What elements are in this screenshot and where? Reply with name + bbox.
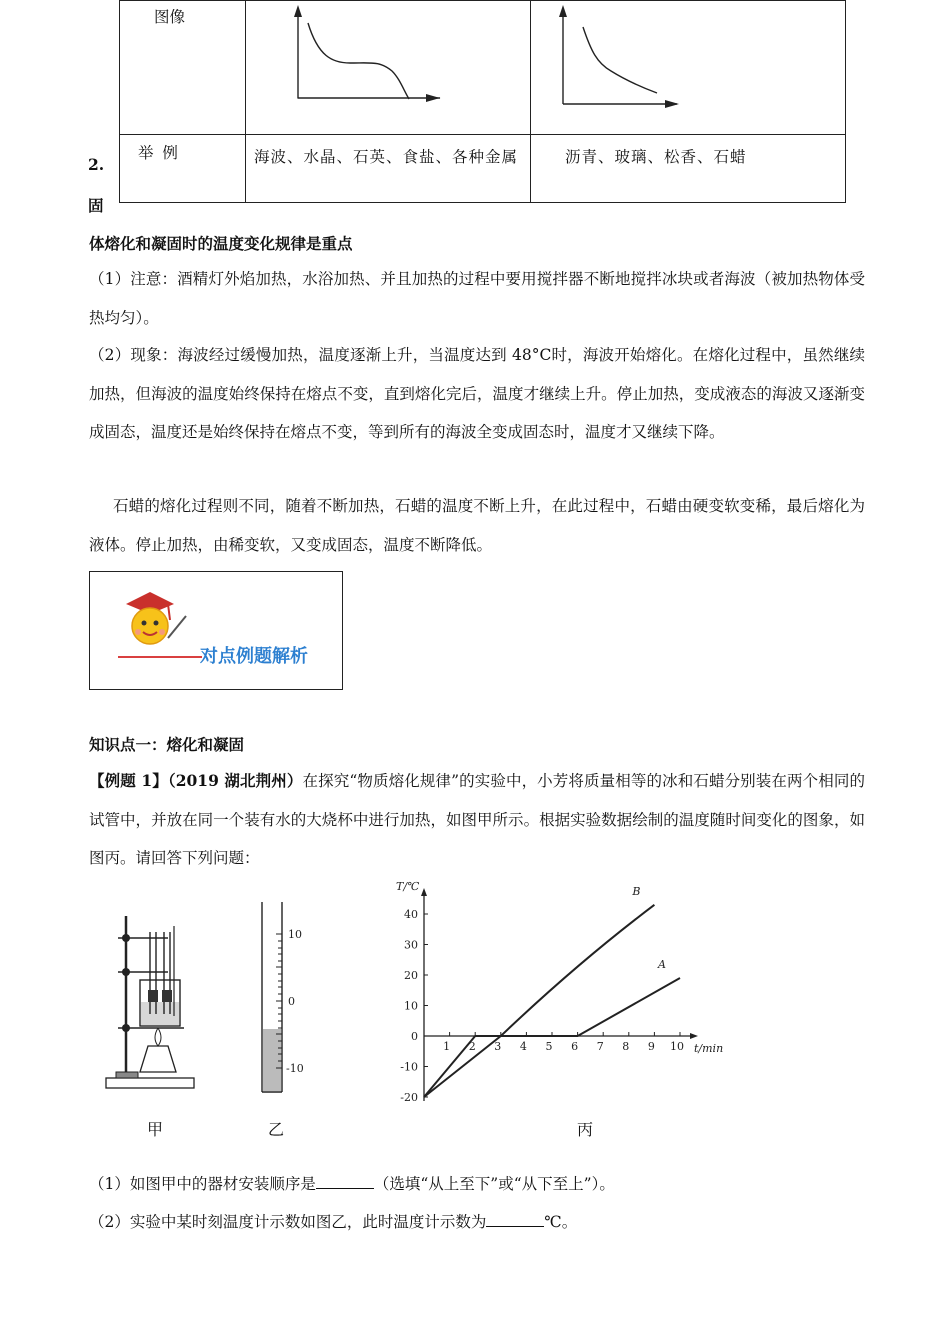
- row-example-label: 举 例: [138, 144, 180, 162]
- series-line-B: [424, 905, 654, 1097]
- thermo-tick-label: -10: [286, 1062, 304, 1075]
- x-tick-label: 8: [622, 1040, 630, 1053]
- table-cell-label: [120, 135, 246, 203]
- amorphous-examples: 沥青、玻璃、松香、石蜡: [565, 148, 747, 166]
- comparison-table: [119, 0, 846, 203]
- temperature-time-chart: [390, 880, 730, 1116]
- x-tick-label: 5: [545, 1040, 553, 1053]
- x-tick-label: 4: [519, 1040, 527, 1053]
- question-1-text: （1）如图甲中的器材安装顺序是: [89, 1175, 316, 1193]
- paragraph-phenomenon: （2）现象：海波经过缓慢加热，温度逐渐上升，当温度达到 48°C时，海波开始熔化。在熔化过程中，虽然继续加热，但海波的温度始终保持在熔点不变，直到熔化完后，温度才继续上升。停止加热，变成液态的海波又逐渐变成固态，温度还是始终保持在熔点不变，等到所有的海波全变成固态时，温度才又继续下降。: [89, 346, 865, 441]
- crystal-examples: 海波、水晶、石英、食盐、各种金属: [254, 148, 519, 166]
- x-axis-arrow: [690, 1033, 698, 1039]
- chart-series: [424, 885, 680, 1097]
- teacher-mascot-icon: [116, 586, 196, 656]
- example-source: （2019 湖北荆州）: [167, 771, 303, 790]
- section-number: 2.: [88, 155, 105, 174]
- x-tick-label: 1: [443, 1040, 451, 1053]
- amorphous-melting-curve: [531, 1, 845, 130]
- answer-blank-2[interactable]: [486, 1210, 544, 1227]
- y-tick-label: 30: [404, 938, 418, 952]
- y-tick-label: -20: [400, 1091, 418, 1104]
- series-label-B: B: [632, 884, 641, 898]
- figure-caption-b: 乙: [268, 1120, 285, 1139]
- x-tick-label: 2: [468, 1040, 476, 1053]
- figure-caption-c: 丙: [577, 1120, 594, 1139]
- figure-caption-a: 甲: [147, 1120, 164, 1139]
- x-tick-label: 6: [571, 1040, 579, 1053]
- amorphous-graph-cell: [531, 1, 846, 135]
- x-tick-label: 3: [494, 1040, 502, 1053]
- thermo-tick-label: 10: [288, 928, 302, 941]
- example-1: [89, 762, 865, 878]
- section-title: 体熔化和凝固时的温度变化规律是重点: [89, 234, 353, 253]
- heating-apparatus-figure: [104, 906, 200, 1092]
- y-tick-label: 20: [404, 969, 418, 982]
- question-1: [89, 1172, 615, 1194]
- paragraph-note: （1）注意：酒精灯外焰加热，水浴加热、并且加热的过程中要用搅拌器不断地搅拌冰块或者海波（被加热物体受热均匀）。: [89, 270, 865, 327]
- section-title-first-char: 固: [88, 196, 104, 215]
- example-tag: 【例题 1】: [89, 771, 168, 790]
- table-cell-label: [120, 1, 246, 135]
- thermometer-figure: [258, 898, 318, 1098]
- amorphous-examples-cell: [531, 135, 846, 203]
- banner-text: 对点例题解析: [200, 646, 308, 667]
- crystal-examples-cell: [246, 135, 531, 203]
- example-analysis-banner: [89, 571, 343, 690]
- question-2: [89, 1210, 577, 1232]
- knowledge-point-title: 知识点一：熔化和凝固: [89, 735, 245, 754]
- x-tick-label: 9: [647, 1040, 655, 1053]
- x-tick-label: 10: [670, 1040, 684, 1053]
- row-image-label: 图像: [154, 8, 186, 26]
- x-axis-label: t/min: [694, 1042, 724, 1055]
- answer-blank-1[interactable]: [316, 1172, 374, 1189]
- y-tick-label: 0: [411, 1030, 418, 1043]
- series-line-A: [424, 978, 680, 1097]
- thermo-tick-label: 0: [288, 995, 295, 1008]
- y-axis-label: T/℃: [396, 880, 420, 893]
- y-tick-label: 40: [404, 908, 418, 921]
- y-axis-arrow: [421, 888, 427, 896]
- paragraph-paraffin: 石蜡的熔化过程则不同，随着不断加热，石蜡的温度不断上升，在此过程中，石蜡由硬变软变稀，最后熔化为液体。停止加热，由稀变软，又变成固态，温度不断降低。: [89, 497, 865, 554]
- x-tick-label: 7: [596, 1040, 604, 1053]
- y-tick-label: -10: [400, 1060, 418, 1074]
- banner-rule: [118, 656, 202, 658]
- question-1-options: （选填“从上至下”或“从下至上”）。: [373, 1175, 615, 1193]
- question-2-text: （2）实验中某时刻温度计示数如图乙，此时温度计示数为: [89, 1213, 487, 1231]
- example-text: 在探究“物质熔化规律”的实验中，小芳将质量相等的冰和石蜡分别装在两个相同的试管中，并放在同一个装有水的大烧杯中进行加热，如图甲所示。根据实验数据绘制的温度随时间变化的图象，如图丙。请回答下列问题：: [89, 772, 865, 867]
- question-2-unit: ℃。: [544, 1213, 578, 1231]
- crystal-graph-cell: [246, 1, 531, 135]
- series-label-A: A: [658, 958, 666, 972]
- crystal-melting-curve: [246, 1, 530, 130]
- y-tick-label: 10: [404, 999, 418, 1013]
